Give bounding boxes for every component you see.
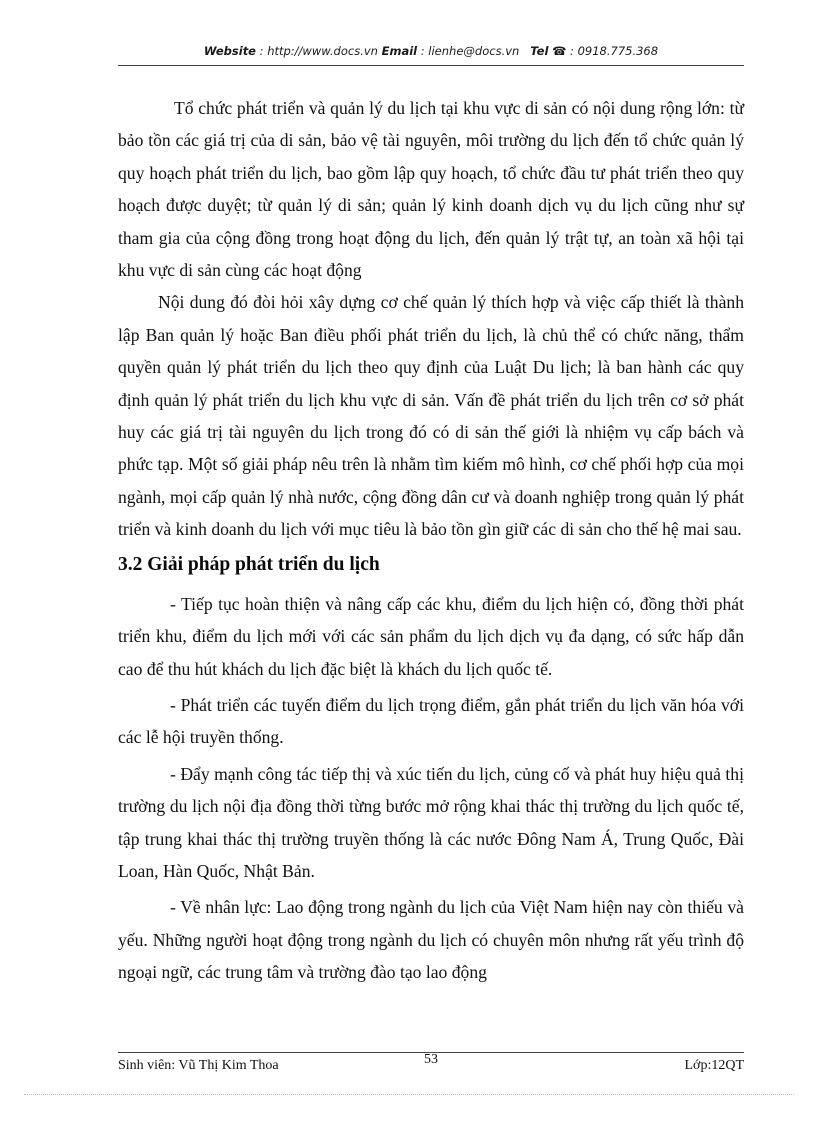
- page-footer: [118, 1052, 744, 1078]
- paragraph-1: Tổ chức phát triển và quản lý du lịch tại khu vực di sản có nội dung rộng lớn: từ bảo tồn các giá trị của di sản, bảo vệ tài nguyên, môi trường du lịch đến tổ chức quản lý quy hoạch phát triển du lịch, bao gồm lập quy hoạch, tổ chức đầu tư phát triển theo quy hoạch được duyệt; từ quản lý di sản; quản lý kinh doanh dịch vụ du lịch cũng như sự tham gia của cộng đồng trong hoạt động du lịch, đến quản lý trật tự, an toàn xã hội tại khu vực di sản cùng các hoạt động: [118, 98, 744, 281]
- email-label: Email: [381, 44, 418, 58]
- tel-label: Tel: [530, 44, 549, 58]
- website-separator: :: [256, 44, 268, 58]
- document-body: [118, 92, 744, 989]
- website-label: Website: [203, 44, 256, 58]
- page-bottom-border: [24, 1094, 794, 1095]
- tel-value: : 0918.775.368: [566, 44, 659, 58]
- phone-icon: ☎: [552, 44, 567, 58]
- bullet-4: - Về nhân lực: Lao động trong ngành du lịch của Việt Nam hiện nay còn thiếu và yếu. Những người hoạt động trong ngành du lịch có chuyên môn nhưng rất yếu trình độ ngoại ngữ, các trung tâm và trường đào tạo lao động: [118, 897, 744, 983]
- page-header: [118, 44, 744, 62]
- header-divider: [118, 65, 744, 66]
- email-separator: :: [417, 44, 429, 58]
- website-url[interactable]: http://www.docs.vn: [267, 44, 378, 58]
- email-value[interactable]: lienhe@docs.vn: [428, 44, 520, 58]
- bullet-1: - Tiếp tục hoàn thiện và nâng cấp các khu, điểm du lịch hiện có, đồng thời phát triển khu, điểm du lịch mới với các sản phẩm du lịch dịch vụ đa dạng, có sức hấp dẫn cao để thu hút khách du lịch đặc biệt là khách du lịch quốc tế.: [118, 593, 744, 679]
- bullet-3: - Đẩy mạnh công tác tiếp thị và xúc tiến du lịch, củng cố và phát huy hiệu quả thị trường du lịch nội địa đồng thời từng bước mở rộng khai thác thị trường du lịch quốc tế, tập trung khai thác thị trường truyền thống là các nước Đông Nam Á, Trung Quốc, Đài Loan, Hàn Quốc, Nhật Bản.: [118, 763, 744, 881]
- footer-student: Sinh viên: Vũ Thị Kim Thoa: [118, 1058, 279, 1073]
- bullet-2: - Phát triển các tuyến điểm du lịch trọng điểm, gắn phát triển du lịch văn hóa với các lễ hội truyền thống.: [118, 694, 744, 748]
- paragraph-2: Nội dung đó đòi hỏi xây dựng cơ chế quản lý thích hợp và việc cấp thiết là thành lập Ban quản lý hoặc Ban điều phối phát triển du lịch, là chủ thể có chức năng, thẩm quyền quản lý phát triển du lịch theo quy định của Luật Du lịch; là ban hành các quy định quản lý phát triển du lịch khu vực di sản. Vấn đề phát triển du lịch trên cơ sở phát huy các giá trị tài nguyên du lịch trong đó có di sản thế giới là nhiệm vụ cấp bách và phức tạp. Một số giải pháp nêu trên là nhằm tìm kiếm mô hình, cơ chế phối hợp của mọi ngành, mọi cấp quản lý nhà nước, cộng đồng dân cư và doanh nghiệp trong quản lý phát triển và kinh doanh du lịch với mục tiêu là bảo tồn gìn giữ các di sản cho thế hệ mai sau.: [118, 292, 744, 540]
- page-number: 53: [424, 1052, 438, 1067]
- footer-class: Lớp:12QT: [684, 1058, 744, 1073]
- section-heading: 3.2 Giải pháp phát triển du lịch: [118, 553, 380, 575]
